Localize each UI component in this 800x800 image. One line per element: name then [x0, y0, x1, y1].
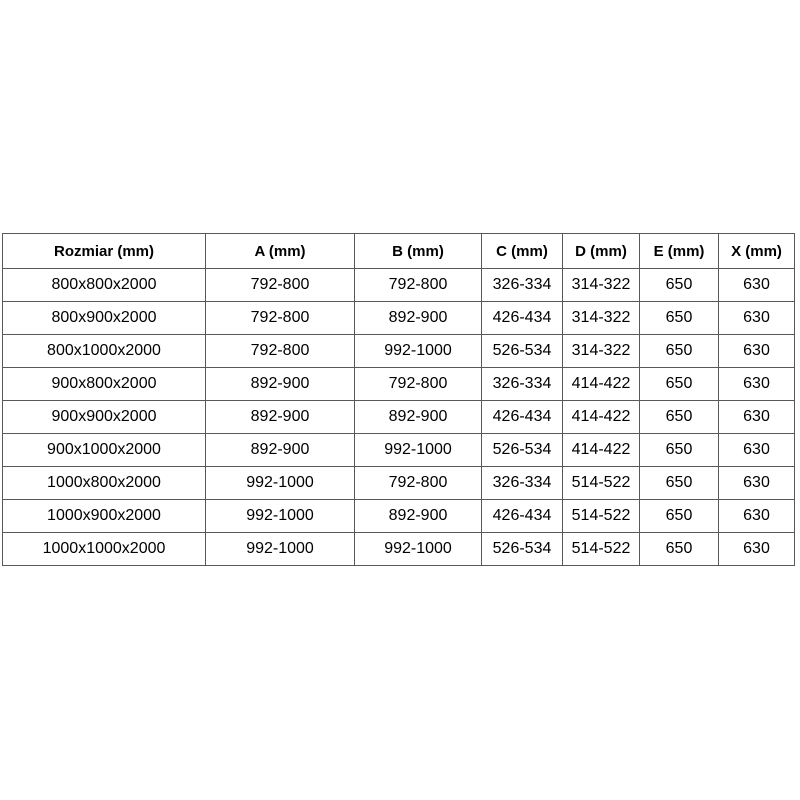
dimension-cell: 892-900: [206, 368, 355, 401]
dimension-cell: 314-322: [563, 335, 640, 368]
column-header: D (mm): [563, 234, 640, 269]
dimension-cell: 992-1000: [206, 500, 355, 533]
dimension-cell: 650: [640, 269, 719, 302]
dimension-cell: 426-434: [482, 401, 563, 434]
dimension-cell: 630: [719, 500, 795, 533]
dimension-cell: 326-334: [482, 269, 563, 302]
size-cell: 800x1000x2000: [3, 335, 206, 368]
dimension-cell: 792-800: [206, 335, 355, 368]
dimension-cell: 526-534: [482, 335, 563, 368]
dimension-cell: 630: [719, 368, 795, 401]
dimension-cell: 650: [640, 368, 719, 401]
dimension-cell: 650: [640, 401, 719, 434]
dimension-cell: 326-334: [482, 368, 563, 401]
dimension-cell: 650: [640, 533, 719, 566]
dimension-cell: 992-1000: [206, 533, 355, 566]
dimension-cell: 892-900: [355, 401, 482, 434]
size-cell: 800x900x2000: [3, 302, 206, 335]
dimension-cell: 514-522: [563, 500, 640, 533]
header-row: [3, 234, 795, 269]
dimension-cell: 792-800: [206, 269, 355, 302]
table-row: [3, 500, 795, 533]
dimension-cell: 630: [719, 269, 795, 302]
size-cell: 900x1000x2000: [3, 434, 206, 467]
dimension-cell: 514-522: [563, 533, 640, 566]
dimension-cell: 426-434: [482, 500, 563, 533]
dimension-cell: 792-800: [355, 467, 482, 500]
dimension-cell: 650: [640, 500, 719, 533]
dimension-cell: 630: [719, 401, 795, 434]
dimension-cell: 992-1000: [355, 335, 482, 368]
table-row: [3, 533, 795, 566]
table-row: [3, 368, 795, 401]
table-row: [3, 335, 795, 368]
dimension-cell: 630: [719, 434, 795, 467]
size-cell: 1000x900x2000: [3, 500, 206, 533]
dimension-cell: 992-1000: [355, 434, 482, 467]
dimension-cell: 892-900: [206, 401, 355, 434]
dimensions-table-head: [3, 234, 795, 269]
dimension-cell: 792-800: [355, 368, 482, 401]
dimension-cell: 426-434: [482, 302, 563, 335]
size-cell: 1000x1000x2000: [3, 533, 206, 566]
dimension-cell: 992-1000: [206, 467, 355, 500]
dimension-cell: 630: [719, 467, 795, 500]
dimension-cell: 650: [640, 467, 719, 500]
table-row: [3, 302, 795, 335]
dimension-cell: 892-900: [355, 302, 482, 335]
column-header: C (mm): [482, 234, 563, 269]
table-row: [3, 467, 795, 500]
dimension-cell: 650: [640, 335, 719, 368]
dimension-cell: 630: [719, 533, 795, 566]
column-header: Rozmiar (mm): [3, 234, 206, 269]
dimension-cell: 792-800: [355, 269, 482, 302]
dimension-cell: 792-800: [206, 302, 355, 335]
size-cell: 900x800x2000: [3, 368, 206, 401]
dimension-cell: 526-534: [482, 533, 563, 566]
column-header: E (mm): [640, 234, 719, 269]
dimension-cell: 650: [640, 302, 719, 335]
dimension-cell: 326-334: [482, 467, 563, 500]
size-cell: 1000x800x2000: [3, 467, 206, 500]
dimension-cell: 992-1000: [355, 533, 482, 566]
table-row: [3, 401, 795, 434]
dimension-cell: 414-422: [563, 401, 640, 434]
dimension-cell: 414-422: [563, 368, 640, 401]
dimension-cell: 630: [719, 335, 795, 368]
dimension-cell: 314-322: [563, 302, 640, 335]
size-cell: 800x800x2000: [3, 269, 206, 302]
dimensions-table: [2, 233, 795, 566]
dimension-cell: 526-534: [482, 434, 563, 467]
dimension-cell: 414-422: [563, 434, 640, 467]
dimension-cell: 314-322: [563, 269, 640, 302]
column-header: X (mm): [719, 234, 795, 269]
dimension-cell: 650: [640, 434, 719, 467]
dimension-cell: 892-900: [355, 500, 482, 533]
column-header: A (mm): [206, 234, 355, 269]
table-row: [3, 269, 795, 302]
dimension-cell: 892-900: [206, 434, 355, 467]
dimensions-table-body: [3, 269, 795, 566]
table-row: [3, 434, 795, 467]
size-cell: 900x900x2000: [3, 401, 206, 434]
column-header: B (mm): [355, 234, 482, 269]
dimension-cell: 514-522: [563, 467, 640, 500]
dimension-cell: 630: [719, 302, 795, 335]
